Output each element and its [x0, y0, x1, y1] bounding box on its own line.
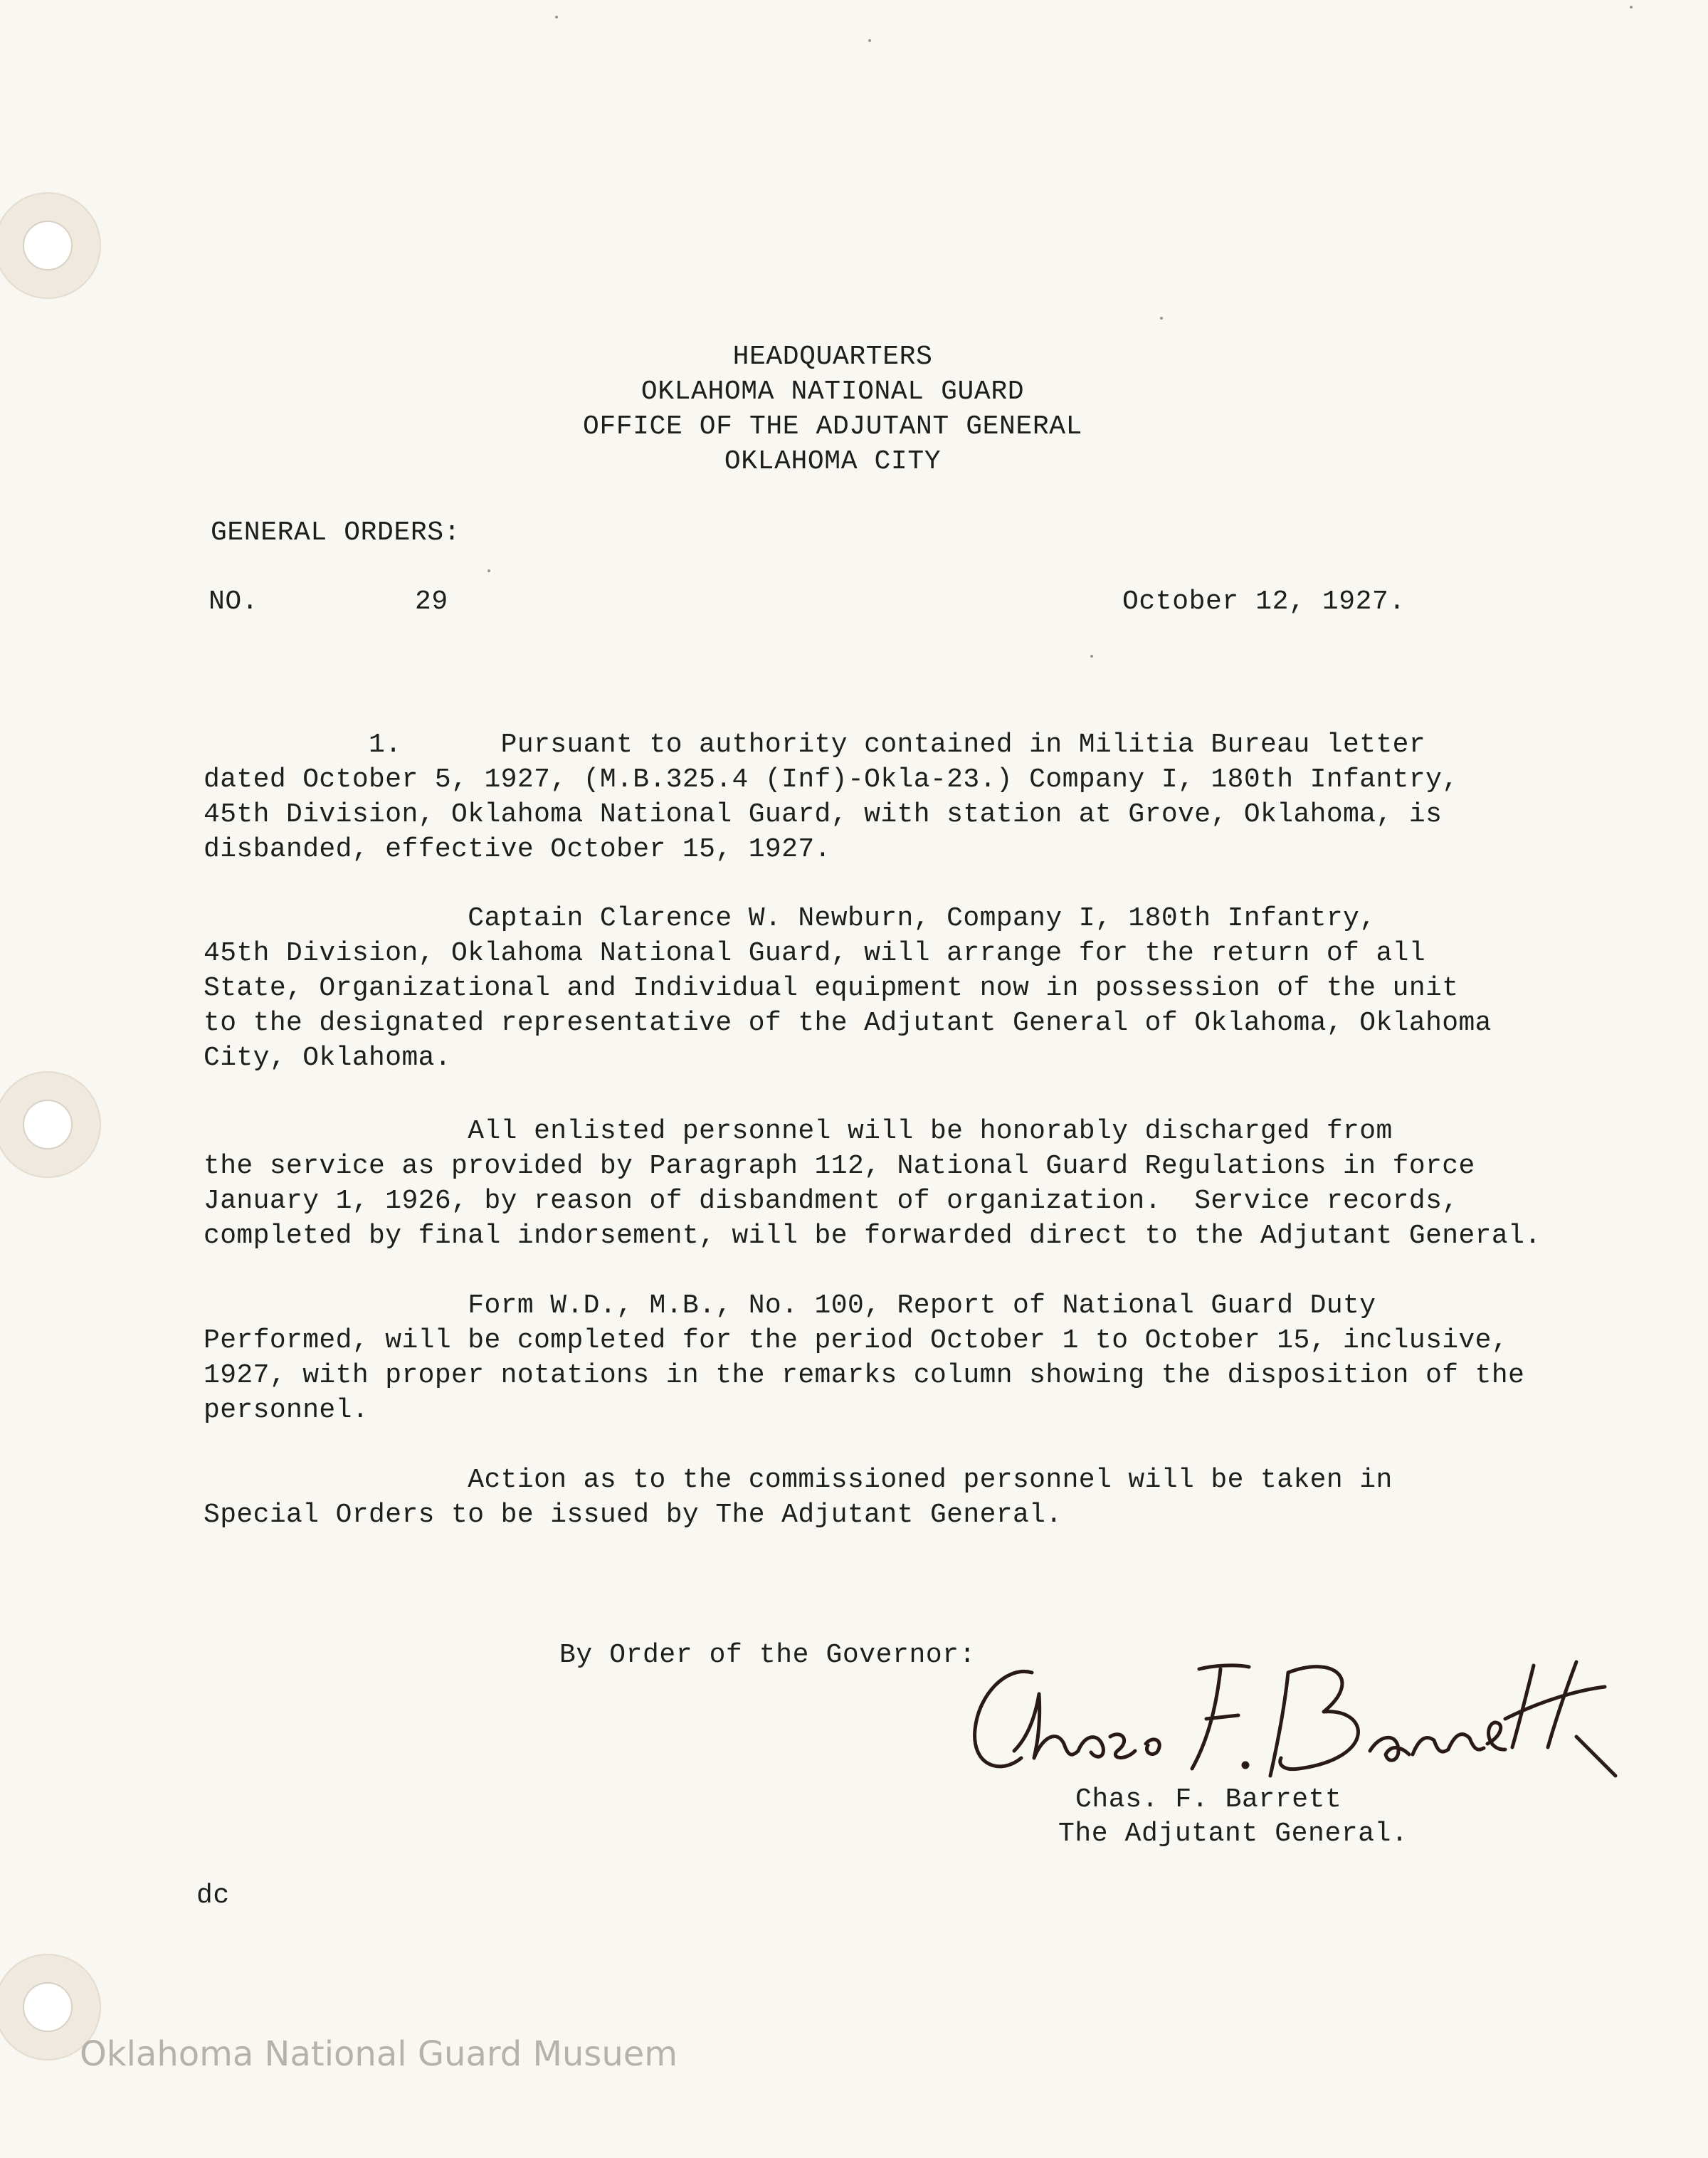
- paragraph-line: 1. Pursuant to authority contained in Militia Bureau letter: [204, 730, 1426, 760]
- order-number: 29: [415, 586, 448, 617]
- paragraph-line: the service as provided by Paragraph 112, National Guard Regulations in force: [204, 1151, 1475, 1181]
- paper-speck: [1160, 317, 1163, 320]
- paragraph-line: 45th Division, Oklahoma National Guard, will arrange for the return of all: [204, 938, 1426, 969]
- header-line-1: HEADQUARTERS: [732, 342, 933, 372]
- paragraph-2: [204, 901, 1591, 1075]
- punch-hole-top: [0, 192, 101, 299]
- signer-title: The Adjutant General.: [1058, 1818, 1408, 1849]
- order-number-label: NO.: [209, 586, 259, 617]
- paragraph-line: 45th Division, Oklahoma National Guard, with station at Grove, Oklahoma, is: [204, 799, 1443, 830]
- order-date: October 12, 1927.: [1122, 586, 1406, 617]
- paragraph-line: Performed, will be completed for the period October 1 to October 15, inclusive,: [204, 1325, 1509, 1356]
- museum-watermark: Oklahoma National Guard Musuem: [80, 2034, 678, 2074]
- paragraph-line: City, Oklahoma.: [204, 1043, 452, 1073]
- paragraph-line: January 1, 1926, by reason of disbandment of organization. Service records,: [204, 1186, 1459, 1216]
- paragraph-line: Captain Clarence W. Newburn, Company I, 180th Infantry,: [204, 903, 1376, 934]
- paragraph-line: Special Orders to be issued by The Adjutant General.: [204, 1500, 1063, 1530]
- paper-speck: [868, 39, 871, 42]
- paragraph-line: completed by final indorsement, will be forwarded direct to the Adjutant General.: [204, 1221, 1541, 1251]
- signer-name: Chas. F. Barrett: [1075, 1784, 1342, 1815]
- paragraph-line: All enlisted personnel will be honorably discharged from: [204, 1116, 1393, 1147]
- header-line-2: OKLAHOMA NATIONAL GUARD: [640, 377, 1025, 407]
- paper-speck: [487, 569, 490, 572]
- paragraph-line: disbanded, effective October 15, 1927.: [204, 834, 831, 865]
- paragraph-4: [204, 1288, 1591, 1428]
- typist-initials: dc: [196, 1880, 230, 1911]
- paragraph-line: to the designated representative of the Adjutant General of Oklahoma, Oklahoma: [204, 1008, 1492, 1038]
- paragraph-1: [204, 727, 1591, 867]
- handwritten-signature: [964, 1651, 1626, 1794]
- paragraph-3: [204, 1114, 1591, 1253]
- paper-speck: [555, 16, 558, 19]
- paragraph-line: State, Organizational and Individual equipment now in possession of the unit: [204, 973, 1459, 1004]
- paragraph-line: 1927, with proper notations in the remarks column showing the disposition of the: [204, 1360, 1525, 1391]
- header-line-3: OFFICE OF THE ADJUTANT GENERAL: [582, 411, 1083, 442]
- general-orders-label: GENERAL ORDERS:: [211, 517, 461, 548]
- header-line-4: OKLAHOMA CITY: [724, 446, 942, 477]
- paragraph-line: personnel.: [204, 1395, 369, 1426]
- paragraph-5: [204, 1463, 1591, 1532]
- paper-speck: [1630, 6, 1633, 9]
- paragraph-line: dated October 5, 1927, (M.B.325.4 (Inf)-Okla-23.) Company I, 180th Infantry,: [204, 764, 1459, 795]
- paragraph-line: Form W.D., M.B., No. 100, Report of National Guard Duty: [204, 1290, 1376, 1321]
- paper-speck: [1090, 655, 1093, 658]
- punch-hole-middle: [0, 1071, 101, 1178]
- by-order-line: By Order of the Governor:: [559, 1640, 976, 1670]
- paragraph-line: Action as to the commissioned personnel will be taken in: [204, 1465, 1393, 1495]
